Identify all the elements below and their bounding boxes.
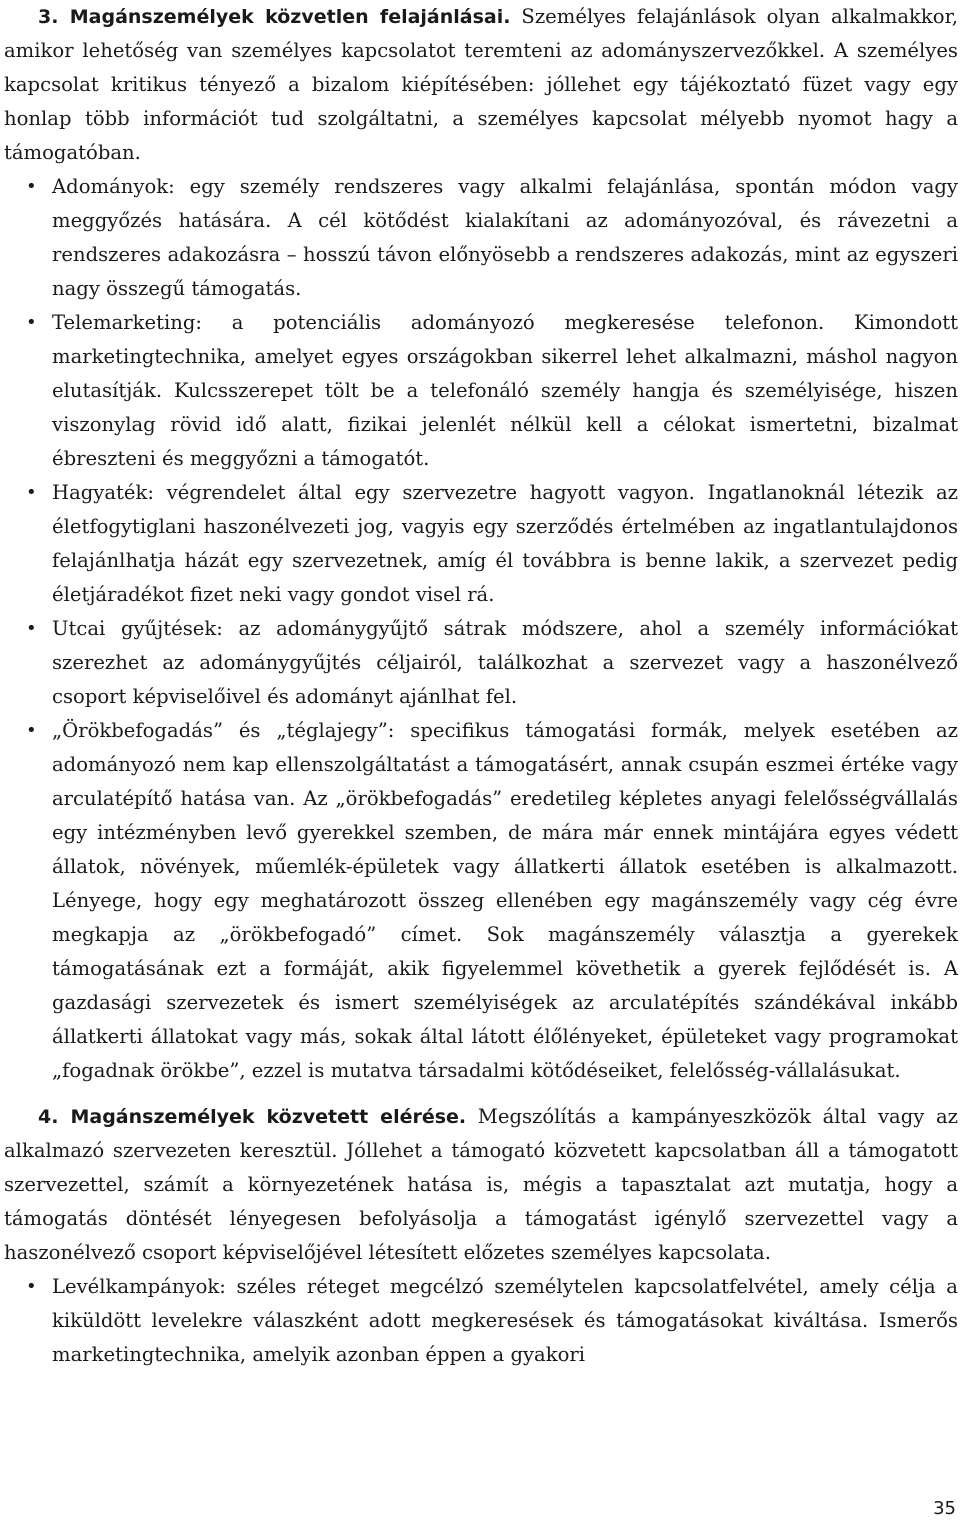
bullet-icon: •: [26, 720, 37, 741]
list-item: [4, 714, 958, 1088]
bullet-icon: •: [26, 312, 37, 333]
section-3-text: Személyes felajánlások olyan alkalmakkor, amikor lehetőség van személyes kapcsolatot teremteni az adományszervezőkkel. A személyes kapcsolat kritikus tényező a bizalom kiépítésében: jóllehet egy tájékoztató füzet vagy egy honlap több információt tud szolgáltatni, a személyes kapcsolat mélyebb nyomot hagy a támogatóban.: [4, 5, 959, 164]
page-number: 35: [933, 1498, 956, 1519]
section-3-heading: 3. Magánszemélyek közvetlen felajánlásai.: [38, 6, 511, 28]
bullet-text: Levélkampányok: széles réteget megcélzó személytelen kapcsolatfelvétel, amely célja a kiküldött levelekre válaszként adott megkeresések és támogatásokat kiváltása. Ismerős marketingtechnika, amelyik azonban éppen a gyakori: [52, 1275, 958, 1366]
bullet-text: Telemarketing: a potenciális adományozó megkeresése telefonon. Kimondott marketingtechnika, amelyet egyes országokban sikerrel lehet alkalmazni, máshol nagyon elutasítják. Kulcsszerepet tölt be a telefonáló személy hangja és személyisége, hiszen viszonylag rövid idő alatt, fizikai jelenlét nélkül kell a célokat ismertetni, bizalmat ébreszteni és meggyőzni a támogatót.: [52, 311, 958, 470]
bullet-text: Utcai gyűjtések: az adománygyűjtő sátrak módszere, ahol a személy információkat szerezhet az adománygyűjtés céljairól, találkozhat a szervezet vagy a haszonélvező csoport képviselőivel és adományt ajánlhat fel.: [52, 617, 958, 708]
section-3-bullet-list: [4, 170, 958, 1088]
section-4-paragraph: [4, 1100, 958, 1270]
section-3-paragraph: [4, 0, 958, 170]
bullet-icon: •: [26, 1276, 37, 1297]
bullet-text: Hagyaték: végrendelet által egy szervezetre hagyott vagyon. Ingatlanoknál létezik az életfogytiglani haszonélvezeti jog, vagyis egy szerződés értelmében az ingatlantulajdonos felajánlhatja házát egy szervezetnek, amíg él továbbra is benne lakik, a szervezet pedig életjáradékot fizet neki vagy gondot visel rá.: [52, 481, 958, 606]
bullet-text: „Örökbefogadás” és „téglajegy”: specifikus támogatási formák, melyek esetében az adományozó nem kap ellenszolgáltatást a támogatásért, annak csupán eszmei értéke vagy arculatépítő hatása van. Az „örökbefogadás” eredetileg képletes anyagi felelősségvállalás egy intézményben levő gyerekkel szemben, de mára már ennek mintájára egyes védett állatok, növények, műemlék-épületek vagy állatkerti állatok esetében is alkalmazott. Lényege, hogy egy meghatározott összeg ellenében egy magánszemély vagy cég évre megkapja az „örökbefogadó” címet. Sok magánszemély választja a gyerekek támogatásának ezt a formáját, akik figyelemmel követhetik a gyerek fejlődését is. A gazdasági szervezetek és ismert személyiségek az arculatépítés szándékával inkább állatkerti állatokat vagy más, sokak által látott élőlényeket, épületeket vagy programokat „fogadnak örökbe”, ezzel is mutatva társadalmi kötődéseiket, felelősség-vállalásukat.: [52, 719, 958, 1082]
bullet-text: Adományok: egy személy rendszeres vagy alkalmi felajánlása, spontán módon vagy meggyőzés hatására. A cél kötődést kialakítani az adományozóval, és rávezetni a rendszeres adakozásra – hosszú távon előnyösebb a rendszeres adakozás, mint az egyszeri nagy összegű támogatás.: [52, 175, 958, 300]
list-item: [4, 306, 958, 476]
list-item: [4, 612, 958, 714]
bullet-icon: •: [26, 482, 37, 503]
document-page: [4, 0, 958, 1372]
list-item: [4, 1270, 958, 1372]
section-4-text: Megszólítás a kampányeszközök által vagy az alkalmazó szervezeten keresztül. Jóllehet a támogató közvetett kapcsolatban áll a támogatott szervezettel, számít a környezetének hatása is, mégis a tapasztalat azt mutatja, hogy a támogatás döntését lényegesen befolyásolja a támogatást igénylő szervezettel vagy a haszonélvező csoport képviselőjével létesített előzetes személyes kapcsolata.: [4, 1105, 958, 1264]
bullet-icon: •: [26, 618, 37, 639]
list-item: [4, 476, 958, 612]
list-item: [4, 170, 958, 306]
bullet-icon: •: [26, 176, 37, 197]
section-4-bullet-list: [4, 1270, 958, 1372]
section-4-heading: 4. Magánszemélyek közvetett elérése.: [38, 1106, 467, 1128]
